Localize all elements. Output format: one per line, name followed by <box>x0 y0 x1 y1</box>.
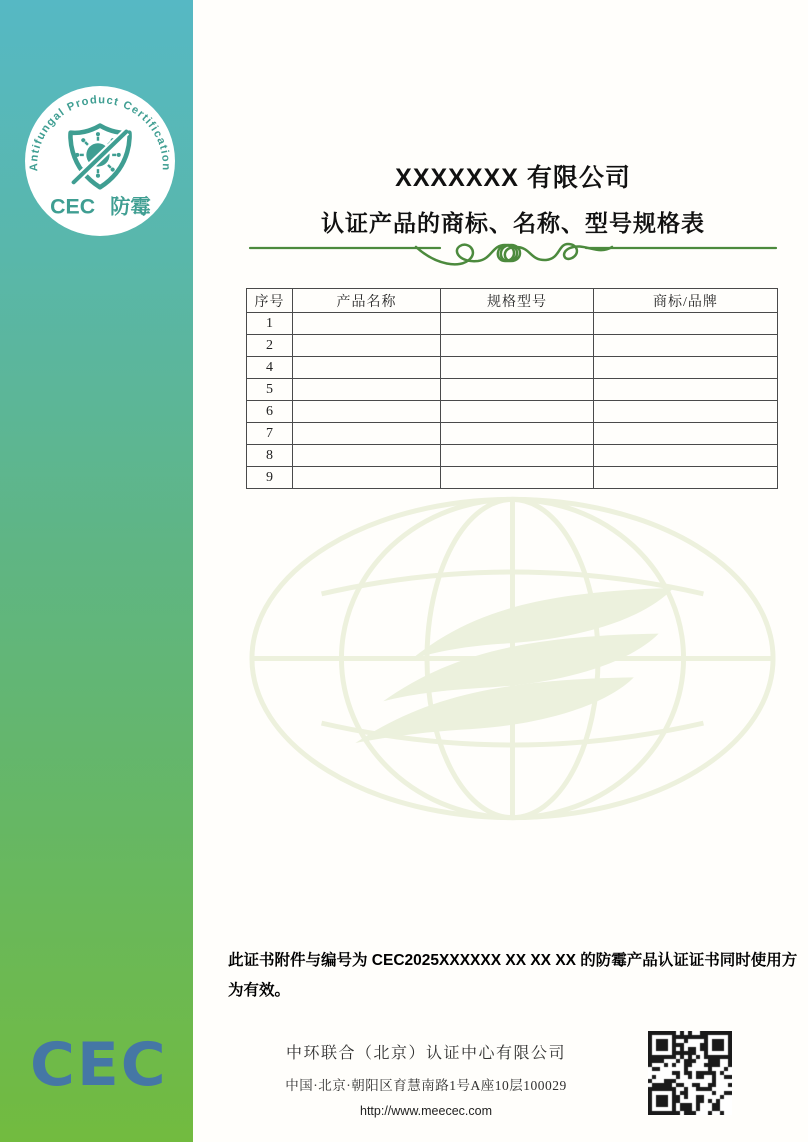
table-row <box>247 445 778 467</box>
cell-no: 2 <box>247 335 293 357</box>
cell-name <box>293 357 441 379</box>
header-serial: 序号 <box>247 289 293 313</box>
flourish-icon <box>248 238 778 278</box>
table-row <box>247 467 778 489</box>
cell-name <box>293 335 441 357</box>
header-spec-model: 规格型号 <box>441 289 594 313</box>
antifungal-badge-icon <box>24 85 176 237</box>
cell-no: 6 <box>247 401 293 423</box>
cell-name <box>293 379 441 401</box>
table-row <box>247 335 778 357</box>
page-subtitle: 认证产品的商标、名称、型号规格表 <box>321 210 705 236</box>
cell-brand <box>594 313 778 335</box>
issuer-website: http://www.meecec.com <box>360 1104 492 1118</box>
cell-name <box>293 313 441 335</box>
issuer-address: 中国·北京·朝阳区育慧南路1号A座10层100029 <box>285 1078 567 1093</box>
issuer-name: 中环联合（北京）认证中心有限公司 <box>285 1045 566 1062</box>
table-row <box>247 423 778 445</box>
cell-brand <box>594 335 778 357</box>
page-title: XXXXXXX 有限公司 <box>395 164 631 192</box>
cell-no: 4 <box>247 357 293 379</box>
products-table <box>246 288 778 489</box>
cec-wordmark: CEC <box>30 1030 168 1100</box>
cell-spec <box>441 445 594 467</box>
antifungal-certification-badge <box>24 85 176 237</box>
cell-spec <box>441 313 594 335</box>
cell-spec <box>441 401 594 423</box>
table-row <box>247 401 778 423</box>
cell-spec <box>441 467 594 489</box>
header-product-name: 产品名称 <box>293 289 441 313</box>
cell-no: 8 <box>247 445 293 467</box>
badge-cec-text: CEC <box>50 194 96 219</box>
issuer-block <box>232 1040 620 1118</box>
cell-no: 9 <box>247 467 293 489</box>
cell-name <box>293 423 441 445</box>
cell-spec <box>441 423 594 445</box>
globe-watermark <box>244 492 781 825</box>
table-header-row <box>247 289 778 313</box>
cell-spec <box>441 379 594 401</box>
badge-fangmei-text: 防霉 <box>110 196 151 219</box>
cell-name <box>293 445 441 467</box>
table-row <box>247 357 778 379</box>
table-row <box>247 379 778 401</box>
badge-arc-text: Antifungal Product Certification <box>28 94 172 172</box>
cell-spec <box>441 335 594 357</box>
table-row <box>247 313 778 335</box>
header-brand: 商标/品牌 <box>594 289 778 313</box>
cell-brand <box>594 445 778 467</box>
cell-spec <box>441 357 594 379</box>
validity-notice: 此证书附件与编号为 CEC2025XXXXXX XX XX XX 的防霉产品认证证书同时使用方为有效。 <box>228 952 798 1000</box>
cell-name <box>293 467 441 489</box>
cell-brand <box>594 357 778 379</box>
cell-brand <box>594 467 778 489</box>
cell-brand <box>594 423 778 445</box>
cell-brand <box>594 379 778 401</box>
qr-code <box>648 1031 732 1115</box>
globe-leaf-icon <box>244 492 781 825</box>
cell-no: 5 <box>247 379 293 401</box>
divider-ornament <box>248 238 778 278</box>
cell-name <box>293 401 441 423</box>
cell-no: 7 <box>247 423 293 445</box>
cell-no: 1 <box>247 313 293 335</box>
cell-brand <box>594 401 778 423</box>
